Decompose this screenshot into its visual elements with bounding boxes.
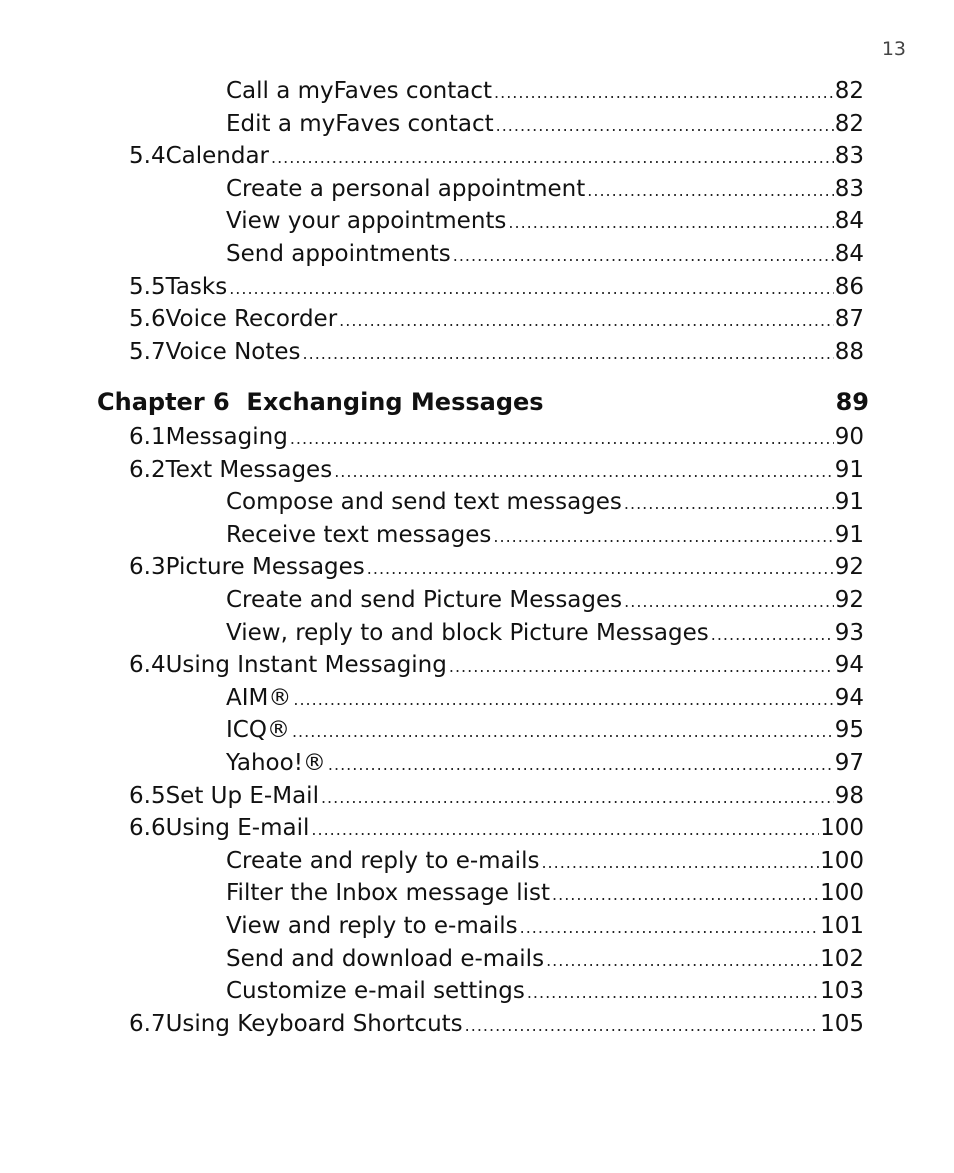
toc-entry[interactable]	[129, 272, 864, 302]
toc-entry[interactable]	[129, 304, 864, 334]
page-ref: 100	[820, 815, 864, 842]
dot-leader	[328, 750, 834, 780]
toc-entry[interactable]	[129, 1009, 864, 1039]
dot-leader	[465, 1011, 819, 1041]
page-ref: 92	[834, 554, 864, 581]
section-number: 6.6	[129, 815, 166, 842]
toc-entry[interactable]	[226, 683, 864, 713]
dot-leader	[303, 339, 834, 369]
chapter-title: Chapter 6 Exchanging Messages	[97, 388, 544, 416]
dot-leader	[711, 620, 834, 650]
entry-title: Voice Recorder	[165, 306, 338, 333]
toc-entry[interactable]	[226, 206, 864, 236]
page-number: 13	[881, 38, 906, 60]
dot-leader	[624, 587, 834, 617]
dot-leader	[624, 489, 834, 519]
page-ref: 82	[834, 78, 864, 104]
dot-leader	[527, 978, 819, 1008]
page-ref: 91	[834, 521, 864, 548]
entry-title: Send and download e-mails	[226, 945, 545, 972]
dot-leader	[367, 554, 834, 584]
entry-title: Edit a myFaves contact	[226, 110, 494, 137]
dot-leader	[290, 424, 834, 454]
toc-entry[interactable]	[129, 813, 864, 843]
entry-title: View, reply to and block Picture Messages	[226, 619, 709, 646]
entry-title: Using Instant Messaging	[165, 652, 447, 679]
page-ref: 97	[834, 750, 864, 776]
dot-leader	[493, 522, 833, 552]
entry-title: Customize e-mail settings	[226, 978, 525, 1005]
dot-leader	[292, 717, 834, 747]
dot-leader	[334, 457, 834, 487]
section-number: 6.3	[129, 554, 166, 581]
toc-entry[interactable]	[226, 911, 864, 941]
section-number: 6.5	[129, 782, 166, 809]
dot-leader	[339, 306, 834, 336]
toc-entry[interactable]	[226, 878, 864, 908]
page-ref: 94	[834, 684, 864, 711]
entry-title: Set Up E-Mail	[165, 782, 319, 809]
toc-entry[interactable]	[226, 748, 864, 778]
page-ref: 102	[820, 945, 864, 972]
dot-leader	[229, 274, 834, 304]
dot-leader	[321, 783, 834, 813]
toc-entry[interactable]	[226, 715, 864, 745]
entry-title: Compose and send text messages	[226, 489, 622, 516]
page-ref: 100	[820, 880, 864, 907]
entry-title: Create a personal appointment	[226, 175, 586, 202]
dot-leader	[449, 652, 834, 682]
entry-title: View and reply to e-mails	[226, 913, 518, 939]
dot-leader	[587, 176, 833, 206]
entry-title: Messaging	[165, 424, 288, 450]
toc-entry[interactable]	[129, 337, 864, 367]
entry-title: Tasks	[165, 273, 228, 300]
entry-title: ICQ®	[226, 717, 290, 744]
page-ref: 93	[834, 619, 864, 646]
toc-entry[interactable]	[129, 455, 864, 485]
page-ref: 84	[834, 241, 864, 267]
toc-entry[interactable]	[129, 650, 864, 680]
toc-entry[interactable]	[129, 422, 864, 452]
page-ref: 84	[834, 208, 864, 235]
page-ref: 98	[834, 782, 864, 809]
entry-title: Create and send Picture Messages	[226, 587, 623, 613]
toc-entry[interactable]	[226, 239, 864, 269]
page-ref: 94	[834, 652, 864, 679]
entry-title: Receive text messages	[226, 521, 492, 548]
page-ref: 100	[820, 847, 864, 874]
page-ref: 92	[834, 587, 864, 613]
toc-entry[interactable]	[129, 141, 864, 171]
entry-title: Create and reply to e-mails	[226, 847, 540, 874]
entry-title: AIM®	[226, 684, 292, 711]
entry-title: Text Messages	[165, 456, 333, 483]
section-number: 6.4	[129, 652, 166, 679]
page-ref: 103	[820, 978, 864, 1005]
entry-title: Send appointments	[226, 241, 451, 267]
toc-entry[interactable]	[226, 944, 864, 974]
dot-leader	[541, 848, 819, 878]
page-ref: 83	[834, 175, 864, 202]
page-ref: 105	[820, 1010, 864, 1037]
toc-entry[interactable]	[226, 76, 864, 106]
page-ref: 95	[834, 717, 864, 744]
entry-title: Voice Notes	[165, 338, 301, 365]
dot-leader	[293, 685, 833, 715]
entry-title: View your appointments	[226, 208, 507, 235]
page-ref: 87	[834, 306, 864, 333]
chapter-heading[interactable]	[97, 386, 869, 418]
entry-title: Filter the Inbox message list	[226, 880, 551, 907]
page-ref: 82	[834, 110, 864, 137]
entry-title: Calendar	[165, 143, 269, 170]
toc-entry[interactable]	[226, 174, 864, 204]
dot-leader	[546, 946, 819, 976]
toc-entry[interactable]	[129, 781, 864, 811]
entry-title: Using E-mail	[165, 815, 310, 842]
dot-leader	[271, 143, 834, 173]
page-ref: 88	[834, 338, 864, 365]
page-ref: 91	[834, 489, 864, 516]
toc-entry[interactable]	[226, 109, 864, 139]
toc-entry[interactable]	[226, 618, 864, 648]
toc-entry[interactable]	[226, 487, 864, 517]
dot-leader	[494, 78, 834, 108]
entry-title: Picture Messages	[165, 554, 365, 581]
section-number: 6.2	[129, 456, 166, 483]
page-ref: 101	[820, 913, 864, 939]
toc-entry[interactable]	[226, 976, 864, 1006]
page-ref: 83	[834, 143, 864, 170]
page-ref: 91	[834, 456, 864, 483]
section-number: 6.1	[129, 424, 166, 450]
dot-leader	[496, 111, 834, 141]
section-number: 5.7	[129, 338, 166, 365]
section-number: 5.6	[129, 306, 166, 333]
dot-leader	[552, 880, 819, 910]
section-number: 5.4	[129, 143, 166, 170]
toc-entry[interactable]	[226, 520, 864, 550]
dot-leader	[453, 241, 834, 271]
chapter-page: 89	[835, 388, 869, 416]
entry-title: Call a myFaves contact	[226, 78, 493, 104]
section-number: 6.7	[129, 1010, 166, 1037]
section-number: 5.5	[129, 273, 166, 300]
dot-leader	[311, 815, 819, 845]
entry-title: Using Keyboard Shortcuts	[165, 1010, 463, 1037]
entry-title: Yahoo!®	[226, 750, 326, 776]
page-ref: 86	[834, 273, 864, 300]
toc-entry[interactable]	[226, 846, 864, 876]
toc-entry[interactable]	[129, 552, 864, 582]
page-ref: 90	[834, 424, 864, 450]
toc-entry[interactable]	[226, 585, 864, 615]
dot-leader	[508, 208, 833, 238]
dot-leader	[520, 913, 819, 943]
